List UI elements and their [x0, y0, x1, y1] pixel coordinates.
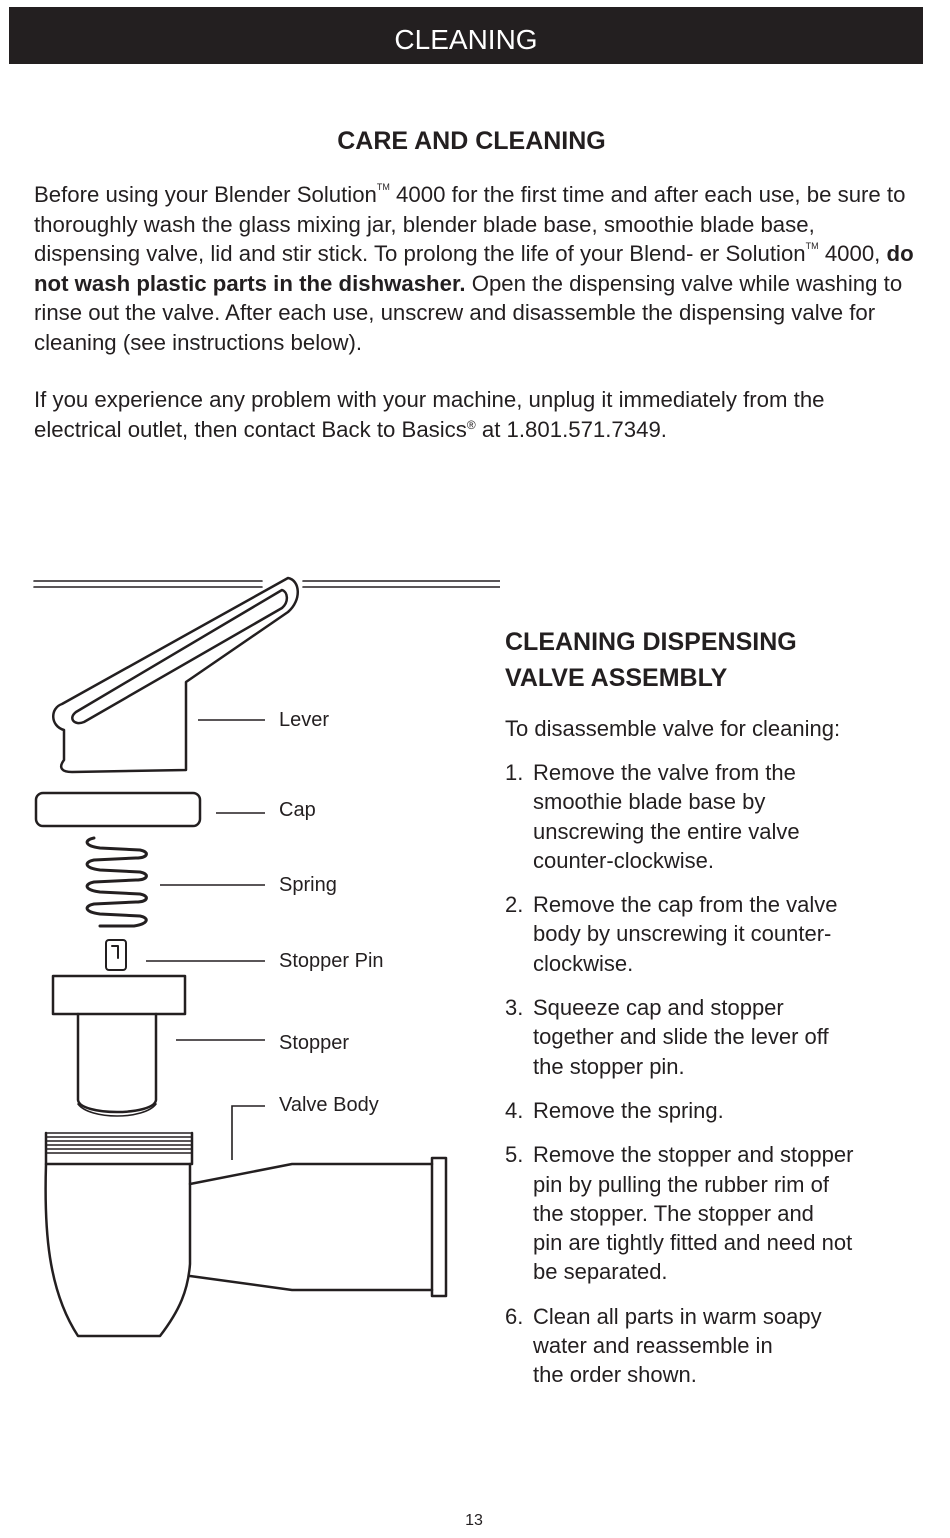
cap-part: [36, 793, 200, 826]
steps-intro: To disassemble valve for cleaning:: [505, 716, 841, 741]
step-item: 5. Remove the stopper and stopper pin by pulling the rubber rim of the stopper. The stopper and pin are tightly fitted and need not be separated.: [505, 1142, 854, 1285]
spring-part: [87, 838, 146, 926]
stopper-pin-part: [106, 940, 126, 970]
divider-rule: [34, 581, 500, 587]
stopper-part: [53, 976, 185, 1116]
step-item: 6. Clean all parts in warm soapy water and reassemble in the order shown.: [505, 1303, 822, 1388]
cap-label: Cap: [279, 799, 316, 821]
valve-body-threads: [46, 1133, 192, 1153]
step-item: 1. Remove the valve from the smoothie blade base by unscrewing the entire valve counter-clockwise.: [505, 760, 800, 873]
trademark-mark: TM: [376, 182, 390, 192]
valve-exploded-diagram: [0, 560, 500, 1460]
step-item: 4. Remove the spring.: [505, 1097, 724, 1123]
spring-label: Spring: [279, 874, 337, 896]
lever-part: [53, 578, 298, 772]
step-item: 3. Squeeze cap and stopper together and slide the lever off the stopper pin.: [505, 995, 829, 1079]
lever-label: Lever: [279, 709, 330, 731]
stopper-label: Stopper: [279, 1032, 350, 1054]
valve-cleaning-heading: CLEANING DISPENSING VALVE ASSEMBLY: [505, 628, 797, 692]
section-title: CLEANING: [394, 24, 538, 55]
header-bar: [9, 7, 923, 64]
trademark-mark: TM: [805, 241, 819, 251]
valve-body-part: [46, 1133, 446, 1336]
step-item: 2. Remove the cap from the valve body by unscrewing it counter- clockwise.: [505, 892, 838, 976]
care-intro-paragraph: Before using your Blender Solution™ 4000 for the first time and after each use, be sure to thoroughly wash the glass mixing jar, blender blade base, smoothie blade base, dispensing valve, lid and stir stick. To prolong the life of your Blend- er Solution™ 4000, do not wash plastic parts in the dishwasher. Open the dispensing valve while washing to rinse out the valve. After each use, unscrew and disassemble the dispensing valve for cleaning (see instructions below).: [34, 182, 914, 355]
valve-body-label: Valve Body: [279, 1094, 379, 1116]
stopper-pin-label: Stopper Pin: [279, 950, 384, 972]
contact-paragraph: If you experience any problem with your machine, unplug it immediately from the electrical outlet, then contact Back to Basics® at 1.801.571.7349.: [34, 387, 825, 442]
dishwasher-warning: do not wash plastic parts in the dishwasher.: [34, 241, 914, 296]
registered-mark: ®: [466, 417, 476, 432]
care-and-cleaning-heading: CARE AND CLEANING: [337, 127, 606, 155]
disassembly-steps: [505, 758, 915, 1405]
valve-body-leader-line: [232, 1106, 265, 1160]
page-number: 13: [465, 1512, 483, 1529]
